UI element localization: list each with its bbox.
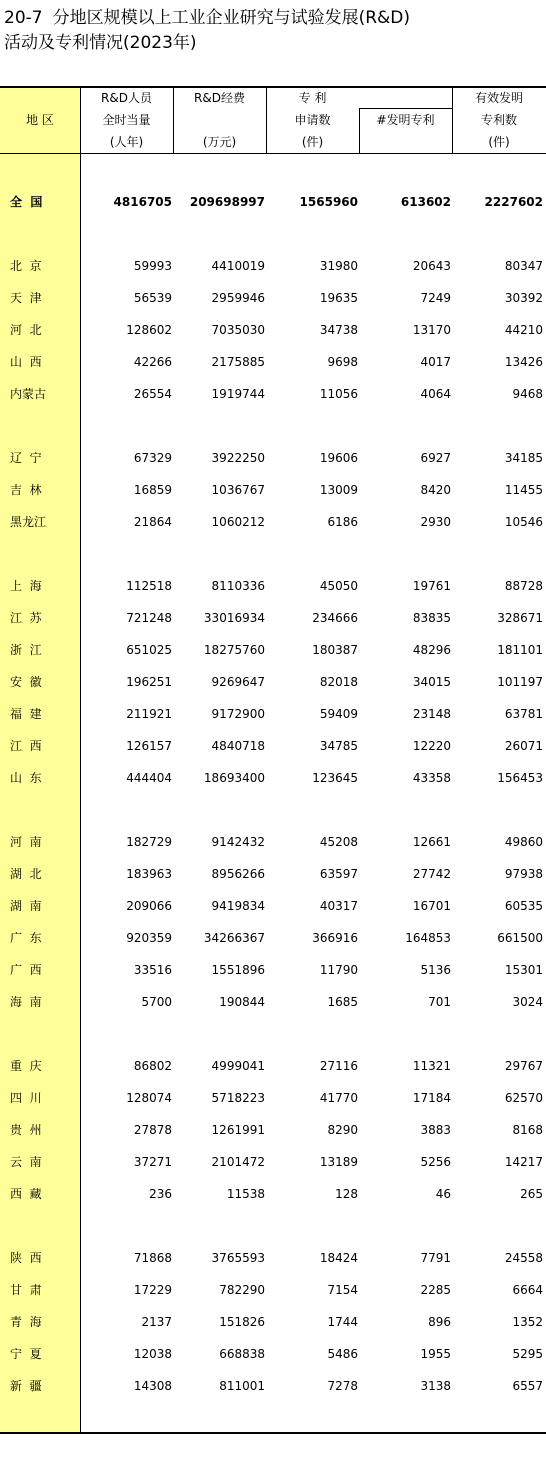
- cell-valid-invention: 60535: [504, 899, 543, 913]
- cell-rd-personnel: 5700: [141, 995, 172, 1009]
- table-row: [0, 768, 546, 788]
- cell-valid-invention: 156453: [497, 771, 543, 785]
- cell-rd-personnel: 16859: [133, 483, 172, 497]
- cell-valid-invention: 44210: [504, 323, 543, 337]
- cell-rd-personnel: 182729: [126, 835, 172, 849]
- cell-rd-expenditure: 9142432: [211, 835, 265, 849]
- cell-rd-expenditure: 2175885: [211, 355, 265, 369]
- header-valid-invention-3: (件): [488, 135, 510, 149]
- cell-applications: 82018: [319, 675, 358, 689]
- cell-invention: 6927: [420, 451, 451, 465]
- patent-subheader-rule: [359, 108, 453, 109]
- cell-applications: 7278: [327, 1379, 358, 1393]
- cell-valid-invention: 1352: [512, 1315, 543, 1329]
- cell-valid-invention: 26071: [504, 739, 543, 753]
- cell-invention: 3138: [420, 1379, 451, 1393]
- cell-valid-invention: 88728: [504, 579, 543, 593]
- header-valid-invention-2: 专利数: [480, 113, 517, 127]
- cell-applications: 34738: [319, 323, 358, 337]
- table-row: [0, 384, 546, 404]
- cell-valid-invention: 11455: [504, 483, 543, 497]
- cell-invention: 34015: [412, 675, 451, 689]
- table-row: [0, 192, 546, 212]
- cell-invention: 1955: [420, 1347, 451, 1361]
- cell-rd-expenditure: 9419834: [211, 899, 265, 913]
- table-row: [0, 288, 546, 308]
- cell-applications: 9698: [327, 355, 358, 369]
- cell-applications: 13009: [319, 483, 358, 497]
- cell-rd-personnel: 128602: [126, 323, 172, 337]
- row-region: 河 南: [10, 835, 42, 849]
- cell-rd-expenditure: 1261991: [211, 1123, 265, 1137]
- header-applications-1: 申请数: [294, 113, 331, 127]
- cell-applications: 128: [335, 1187, 358, 1201]
- cell-rd-expenditure: 18693400: [203, 771, 265, 785]
- cell-valid-invention: 6664: [512, 1283, 543, 1297]
- cell-invention: 613602: [400, 195, 451, 209]
- cell-applications: 13189: [319, 1155, 358, 1169]
- cell-invention: 17184: [412, 1091, 451, 1105]
- cell-rd-expenditure: 1551896: [211, 963, 265, 977]
- row-region: 青 海: [10, 1315, 42, 1329]
- cell-rd-expenditure: 4999041: [211, 1059, 265, 1073]
- row-region: 新 疆: [10, 1379, 42, 1393]
- cell-rd-personnel: 4816705: [113, 195, 172, 209]
- table-number: 20-7: [4, 8, 43, 28]
- cell-rd-expenditure: 190844: [219, 995, 265, 1009]
- cell-rd-expenditure: 5718223: [211, 1091, 265, 1105]
- header-applications-2: (件): [301, 135, 324, 149]
- cell-invention: 164853: [405, 931, 451, 945]
- cell-applications: 63597: [319, 867, 358, 881]
- cell-valid-invention: 97938: [504, 867, 543, 881]
- cell-rd-expenditure: 209698997: [189, 195, 265, 209]
- row-region: 广 东: [10, 931, 42, 945]
- header-region: 地 区: [26, 113, 54, 127]
- cell-applications: 34785: [319, 739, 358, 753]
- row-region: 辽 宁: [10, 451, 42, 465]
- cell-invention: 8420: [420, 483, 451, 497]
- cell-rd-expenditure: 782290: [219, 1283, 265, 1297]
- header-rd-expenditure-2: (万元): [202, 135, 237, 149]
- cell-applications: 1744: [327, 1315, 358, 1329]
- title-text-1: 分地区规模以上工业企业研究与试验发展(R&D): [52, 8, 411, 28]
- cell-invention: 12220: [412, 739, 451, 753]
- cell-invention: 4017: [420, 355, 451, 369]
- row-region: 天 津: [10, 291, 42, 305]
- cell-invention: 5136: [420, 963, 451, 977]
- header-valid-invention-1: 有效发明: [474, 91, 523, 105]
- title-line-2: 活动及专利情况(2023年): [4, 33, 197, 53]
- cell-applications: 6186: [327, 515, 358, 529]
- cell-rd-personnel: 37271: [133, 1155, 172, 1169]
- cell-rd-personnel: 59993: [133, 259, 172, 273]
- cell-rd-personnel: 209066: [126, 899, 172, 913]
- table-row: [0, 672, 546, 692]
- table-row: [0, 608, 546, 628]
- cell-valid-invention: 661500: [497, 931, 543, 945]
- table-row: [0, 992, 546, 1012]
- cell-rd-personnel: 33516: [133, 963, 172, 977]
- cell-rd-personnel: 42266: [133, 355, 172, 369]
- cell-valid-invention: 29767: [504, 1059, 543, 1073]
- cell-invention: 16701: [412, 899, 451, 913]
- cell-invention: 12661: [412, 835, 451, 849]
- cell-valid-invention: 49860: [504, 835, 543, 849]
- cell-rd-personnel: 67329: [133, 451, 172, 465]
- cell-applications: 11056: [319, 387, 358, 401]
- table-row: [0, 960, 546, 980]
- cell-valid-invention: 101197: [497, 675, 543, 689]
- cell-rd-personnel: 211921: [126, 707, 172, 721]
- row-region: 陕 西: [10, 1251, 42, 1265]
- table-row: [0, 1088, 546, 1108]
- row-region: 北 京: [10, 259, 42, 273]
- cell-rd-expenditure: 9269647: [211, 675, 265, 689]
- table-row: [0, 1312, 546, 1332]
- table-row: [0, 352, 546, 372]
- cell-invention: 4064: [420, 387, 451, 401]
- cell-invention: 48296: [412, 643, 451, 657]
- header-invention: #发明专利: [376, 113, 435, 127]
- cell-rd-expenditure: 18275760: [203, 643, 265, 657]
- cell-invention: 23148: [412, 707, 451, 721]
- cell-invention: 27742: [412, 867, 451, 881]
- cell-rd-expenditure: 4410019: [211, 259, 265, 273]
- row-region: 河 北: [10, 323, 42, 337]
- cell-rd-expenditure: 8956266: [211, 867, 265, 881]
- cell-valid-invention: 265: [520, 1187, 543, 1201]
- cell-applications: 11790: [319, 963, 358, 977]
- cell-valid-invention: 8168: [512, 1123, 543, 1137]
- cell-applications: 18424: [319, 1251, 358, 1265]
- cell-valid-invention: 15301: [504, 963, 543, 977]
- table-row: [0, 1184, 546, 1204]
- row-region: 贵 州: [10, 1123, 42, 1137]
- row-region: 广 西: [10, 963, 42, 977]
- table-row: [0, 448, 546, 468]
- table-row: [0, 1152, 546, 1172]
- cell-applications: 234666: [312, 611, 358, 625]
- cell-rd-expenditure: 33016934: [203, 611, 265, 625]
- table-row: [0, 736, 546, 756]
- table-row: [0, 928, 546, 948]
- row-region: 云 南: [10, 1155, 42, 1169]
- cell-applications: 59409: [319, 707, 358, 721]
- header-bottom-rule: [0, 153, 546, 154]
- row-region: 黑龙江: [10, 515, 47, 529]
- cell-applications: 7154: [327, 1283, 358, 1297]
- cell-rd-expenditure: 2959946: [211, 291, 265, 305]
- cell-rd-personnel: 651025: [126, 643, 172, 657]
- cell-rd-personnel: 21864: [133, 515, 172, 529]
- cell-rd-personnel: 444404: [126, 771, 172, 785]
- cell-rd-expenditure: 2101472: [211, 1155, 265, 1169]
- table-row: [0, 480, 546, 500]
- table-bottom-rule: [0, 1432, 546, 1434]
- row-region: 西 藏: [10, 1187, 42, 1201]
- cell-valid-invention: 2227602: [484, 195, 543, 209]
- cell-invention: 3883: [420, 1123, 451, 1137]
- cell-applications: 45208: [319, 835, 358, 849]
- cell-invention: 19761: [412, 579, 451, 593]
- table-title: [4, 6, 544, 56]
- row-region: 吉 林: [10, 483, 42, 497]
- row-region: 安 徽: [10, 675, 42, 689]
- cell-invention: 7249: [420, 291, 451, 305]
- cell-rd-expenditure: 34266367: [203, 931, 265, 945]
- cell-rd-personnel: 196251: [126, 675, 172, 689]
- row-region: 江 西: [10, 739, 42, 753]
- cell-applications: 5486: [327, 1347, 358, 1361]
- row-region: 江 苏: [10, 611, 42, 625]
- cell-rd-personnel: 236: [149, 1187, 172, 1201]
- cell-invention: 43358: [412, 771, 451, 785]
- cell-valid-invention: 14217: [504, 1155, 543, 1169]
- cell-rd-expenditure: 4840718: [211, 739, 265, 753]
- cell-rd-personnel: 128074: [126, 1091, 172, 1105]
- cell-valid-invention: 30392: [504, 291, 543, 305]
- cell-rd-personnel: 2137: [141, 1315, 172, 1329]
- cell-valid-invention: 181101: [497, 643, 543, 657]
- cell-rd-personnel: 112518: [126, 579, 172, 593]
- cell-valid-invention: 63781: [504, 707, 543, 721]
- row-region: 浙 江: [10, 643, 42, 657]
- cell-invention: 2285: [420, 1283, 451, 1297]
- cell-rd-expenditure: 668838: [219, 1347, 265, 1361]
- header-top-rule: [0, 86, 546, 88]
- cell-rd-expenditure: 11538: [226, 1187, 265, 1201]
- cell-valid-invention: 5295: [512, 1347, 543, 1361]
- table-row: [0, 512, 546, 532]
- cell-rd-expenditure: 811001: [219, 1379, 265, 1393]
- cell-valid-invention: 328671: [497, 611, 543, 625]
- table-row: [0, 864, 546, 884]
- cell-applications: 45050: [319, 579, 358, 593]
- table-row: [0, 1376, 546, 1396]
- table-row: [0, 320, 546, 340]
- cell-rd-expenditure: 1919744: [211, 387, 265, 401]
- cell-valid-invention: 62570: [504, 1091, 543, 1105]
- cell-rd-personnel: 14308: [133, 1379, 172, 1393]
- cell-rd-personnel: 126157: [126, 739, 172, 753]
- cell-rd-expenditure: 3922250: [211, 451, 265, 465]
- row-region: 重 庆: [10, 1059, 42, 1073]
- title-line-1: [4, 6, 544, 31]
- row-region: 海 南: [10, 995, 42, 1009]
- cell-applications: 8290: [327, 1123, 358, 1137]
- cell-applications: 1565960: [299, 195, 358, 209]
- cell-applications: 19606: [319, 451, 358, 465]
- cell-rd-expenditure: 8110336: [211, 579, 265, 593]
- cell-applications: 41770: [319, 1091, 358, 1105]
- cell-invention: 83835: [412, 611, 451, 625]
- cell-valid-invention: 13426: [504, 355, 543, 369]
- cell-valid-invention: 3024: [512, 995, 543, 1009]
- cell-invention: 20643: [412, 259, 451, 273]
- table-row: [0, 832, 546, 852]
- cell-rd-expenditure: 151826: [219, 1315, 265, 1329]
- cell-rd-personnel: 56539: [133, 291, 172, 305]
- table-row: [0, 1056, 546, 1076]
- cell-applications: 40317: [319, 899, 358, 913]
- table-row: [0, 1280, 546, 1300]
- cell-rd-expenditure: 1060212: [211, 515, 265, 529]
- cell-rd-expenditure: 1036767: [211, 483, 265, 497]
- cell-applications: 27116: [319, 1059, 358, 1073]
- table-row: [0, 576, 546, 596]
- cell-rd-personnel: 920359: [126, 931, 172, 945]
- cell-rd-personnel: 27878: [133, 1123, 172, 1137]
- header-rd-personnel-3: (人年): [109, 135, 144, 149]
- table-row: [0, 1248, 546, 1268]
- cell-valid-invention: 24558: [504, 1251, 543, 1265]
- table-row: [0, 640, 546, 660]
- row-region: 福 建: [10, 707, 42, 721]
- cell-rd-personnel: 26554: [133, 387, 172, 401]
- table-row: [0, 256, 546, 276]
- cell-rd-personnel: 86802: [133, 1059, 172, 1073]
- row-region: 内蒙古: [10, 387, 47, 401]
- cell-rd-expenditure: 3765593: [211, 1251, 265, 1265]
- row-region: 上 海: [10, 579, 42, 593]
- cell-applications: 123645: [312, 771, 358, 785]
- cell-invention: 896: [428, 1315, 451, 1329]
- cell-applications: 180387: [312, 643, 358, 657]
- cell-invention: 5256: [420, 1155, 451, 1169]
- cell-applications: 19635: [319, 291, 358, 305]
- row-region: 四 川: [10, 1091, 42, 1105]
- cell-invention: 701: [428, 995, 451, 1009]
- cell-rd-personnel: 12038: [133, 1347, 172, 1361]
- cell-rd-personnel: 71868: [133, 1251, 172, 1265]
- cell-rd-personnel: 721248: [126, 611, 172, 625]
- cell-invention: 13170: [412, 323, 451, 337]
- cell-valid-invention: 34185: [504, 451, 543, 465]
- cell-rd-expenditure: 7035030: [211, 323, 265, 337]
- cell-rd-expenditure: 9172900: [211, 707, 265, 721]
- row-region: 全 国: [10, 195, 43, 209]
- cell-valid-invention: 9468: [512, 387, 543, 401]
- cell-valid-invention: 10546: [504, 515, 543, 529]
- header-rd-personnel-2: 全时当量: [102, 113, 151, 127]
- cell-invention: 2930: [420, 515, 451, 529]
- cell-valid-invention: 80347: [504, 259, 543, 273]
- cell-applications: 1685: [327, 995, 358, 1009]
- row-region: 湖 北: [10, 867, 42, 881]
- table-row: [0, 704, 546, 724]
- cell-rd-personnel: 183963: [126, 867, 172, 881]
- cell-valid-invention: 6557: [512, 1379, 543, 1393]
- header-rd-personnel-1: R&D人员: [101, 91, 152, 105]
- row-region: 山 西: [10, 355, 42, 369]
- cell-invention: 11321: [412, 1059, 451, 1073]
- table-row: [0, 1120, 546, 1140]
- header-rd-expenditure-1: R&D经费: [194, 91, 245, 105]
- row-region: 湖 南: [10, 899, 42, 913]
- cell-rd-personnel: 17229: [133, 1283, 172, 1297]
- row-region: 甘 肃: [10, 1283, 42, 1297]
- row-region: 宁 夏: [10, 1347, 42, 1361]
- cell-applications: 366916: [312, 931, 358, 945]
- row-region: 山 东: [10, 771, 42, 785]
- header-patent: 专 利: [298, 91, 327, 105]
- table-row: [0, 896, 546, 916]
- table-row: [0, 1344, 546, 1364]
- cell-applications: 31980: [319, 259, 358, 273]
- cell-invention: 7791: [420, 1251, 451, 1265]
- cell-invention: 46: [435, 1187, 451, 1201]
